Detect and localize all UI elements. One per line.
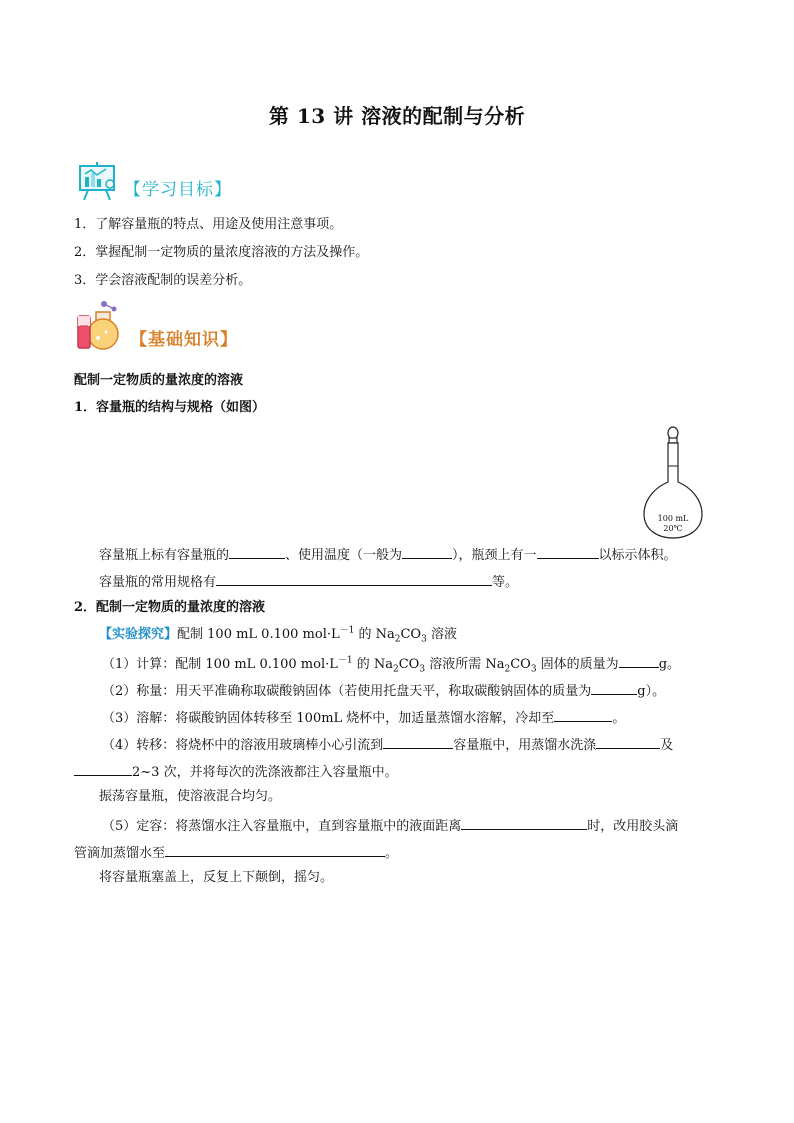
volumetric-flask-figure [642, 424, 704, 540]
answer-blank[interactable] [383, 734, 453, 749]
basic-knowledge-label: 【基础知识】 [130, 330, 238, 350]
answer-blank[interactable] [461, 815, 587, 830]
answer-blank[interactable] [596, 734, 660, 749]
flask-paragraph-1 [99, 544, 677, 565]
text-fragment: （1）计算：配制 100 mL 0.100 mol·L [102, 657, 338, 672]
text-fragment: （3）溶解：将碳酸钠固体转移至 100mL 烧杯中，加适量蒸馏水溶解，冷却至 [102, 711, 555, 726]
flask-paragraph-2 [99, 571, 518, 592]
text-fragment: 等。 [492, 575, 519, 590]
subscript: 3 [421, 634, 427, 645]
learning-goals-label: 【学习目标】 [124, 180, 232, 200]
step-3-dissolve [102, 707, 625, 728]
learning-goals-header [76, 162, 232, 202]
text-fragment: 容量瓶上标有容量瓶的 [99, 548, 230, 563]
superscript: －1 [339, 625, 355, 636]
subscript: 2 [393, 664, 399, 675]
flask-capacity-label: 100 mL [657, 514, 689, 523]
text-fragment: 溶液 [426, 627, 457, 642]
answer-blank[interactable] [537, 544, 599, 559]
section-2-heading: 2．配制一定物质的量浓度的溶液 [74, 600, 266, 615]
whiteboard-icon [76, 162, 120, 202]
answer-blank[interactable] [591, 680, 637, 695]
text-fragment: （4）转移：将烧杯中的溶液用玻璃棒小心引流到 [102, 738, 384, 753]
subscript: 2 [394, 634, 401, 645]
text-fragment: 2~3 次，并将每次的洗涤液都注入容量瓶中。 [132, 765, 398, 780]
text-fragment: 、使用温度（一般为 [285, 548, 403, 563]
text-fragment: g。 [658, 657, 681, 672]
text-fragment: 。 [385, 846, 399, 861]
subscript: 3 [419, 664, 426, 675]
text-fragment: CO [398, 657, 420, 672]
subscript: 3 [530, 664, 537, 675]
text-fragment: 的 Na [354, 627, 395, 642]
text-fragment: CO [510, 657, 531, 672]
step-4-transfer [102, 734, 673, 755]
subscript: 2 [504, 664, 511, 675]
answer-blank[interactable] [554, 707, 612, 722]
experiment-tag: 【实验探究】 [99, 627, 178, 642]
text-fragment: 容量瓶的常用规格有 [99, 575, 217, 590]
goal-item-2: 2．掌握配制一定物质的量浓度溶液的方法及操作。 [74, 245, 369, 260]
text-fragment: ），瓶颈上有一 [452, 548, 537, 563]
answer-blank[interactable] [165, 842, 385, 857]
answer-blank[interactable] [216, 571, 492, 586]
text-fragment: （2）称量：用天平准确称取碳酸钠固体（若使用托盘天平，称取碳酸钠固体的质量为 [102, 684, 592, 699]
step-1-calculate [102, 653, 680, 674]
answer-blank[interactable] [619, 653, 659, 668]
goal-item-1: 1．了解容量瓶的特点、用途及使用注意事项。 [74, 217, 343, 232]
text-fragment: 溶液所需 Na [425, 657, 505, 672]
text-fragment: 及 [660, 738, 674, 753]
text-fragment: 配制 100 mL 0.100 mol·L [177, 627, 340, 642]
step-4-continued [74, 761, 398, 782]
experiment-intro [99, 626, 457, 644]
text-fragment: 的 Na [352, 657, 393, 672]
topic-heading: 配制一定物质的量浓度的溶液 [74, 373, 244, 388]
text-fragment: （5）定容：将蒸馏水注入容量瓶中，直到容量瓶中的液面距离 [102, 819, 462, 834]
page-title: 第 13 讲 溶液的配制与分析 [268, 104, 526, 128]
text-fragment: g）。 [637, 684, 666, 699]
shake-instruction: 振荡容量瓶，使溶液混合均匀。 [99, 789, 282, 804]
step-5-continued [74, 842, 398, 863]
answer-blank[interactable] [229, 544, 285, 559]
text-fragment: CO [400, 627, 422, 642]
text-fragment: 以标示体积。 [598, 548, 677, 563]
step-2-weigh [102, 680, 665, 701]
final-instruction: 将容量瓶塞盖上，反复上下颠倒，摇匀。 [99, 870, 334, 885]
basic-knowledge-header [74, 300, 238, 352]
text-fragment: 固体的质量为 [536, 657, 619, 672]
answer-blank[interactable] [74, 761, 132, 776]
goal-item-3: 3．学会溶液配制的误差分析。 [74, 273, 252, 288]
text-fragment: 时，改用胶头滴 [587, 819, 679, 834]
flask-temperature-label: 20℃ [663, 524, 683, 533]
lab-flask-icon [74, 300, 128, 352]
step-5-make-up-volume [102, 815, 678, 836]
answer-blank[interactable] [402, 544, 452, 559]
text-fragment: 容量瓶中，用蒸馏水洗涤 [453, 738, 597, 753]
section-1-heading: 1．容量瓶的结构与规格（如图） [74, 400, 266, 415]
superscript: －1 [337, 655, 353, 666]
text-fragment: 管滴加蒸馏水至 [74, 846, 166, 861]
text-fragment: 。 [612, 711, 626, 726]
